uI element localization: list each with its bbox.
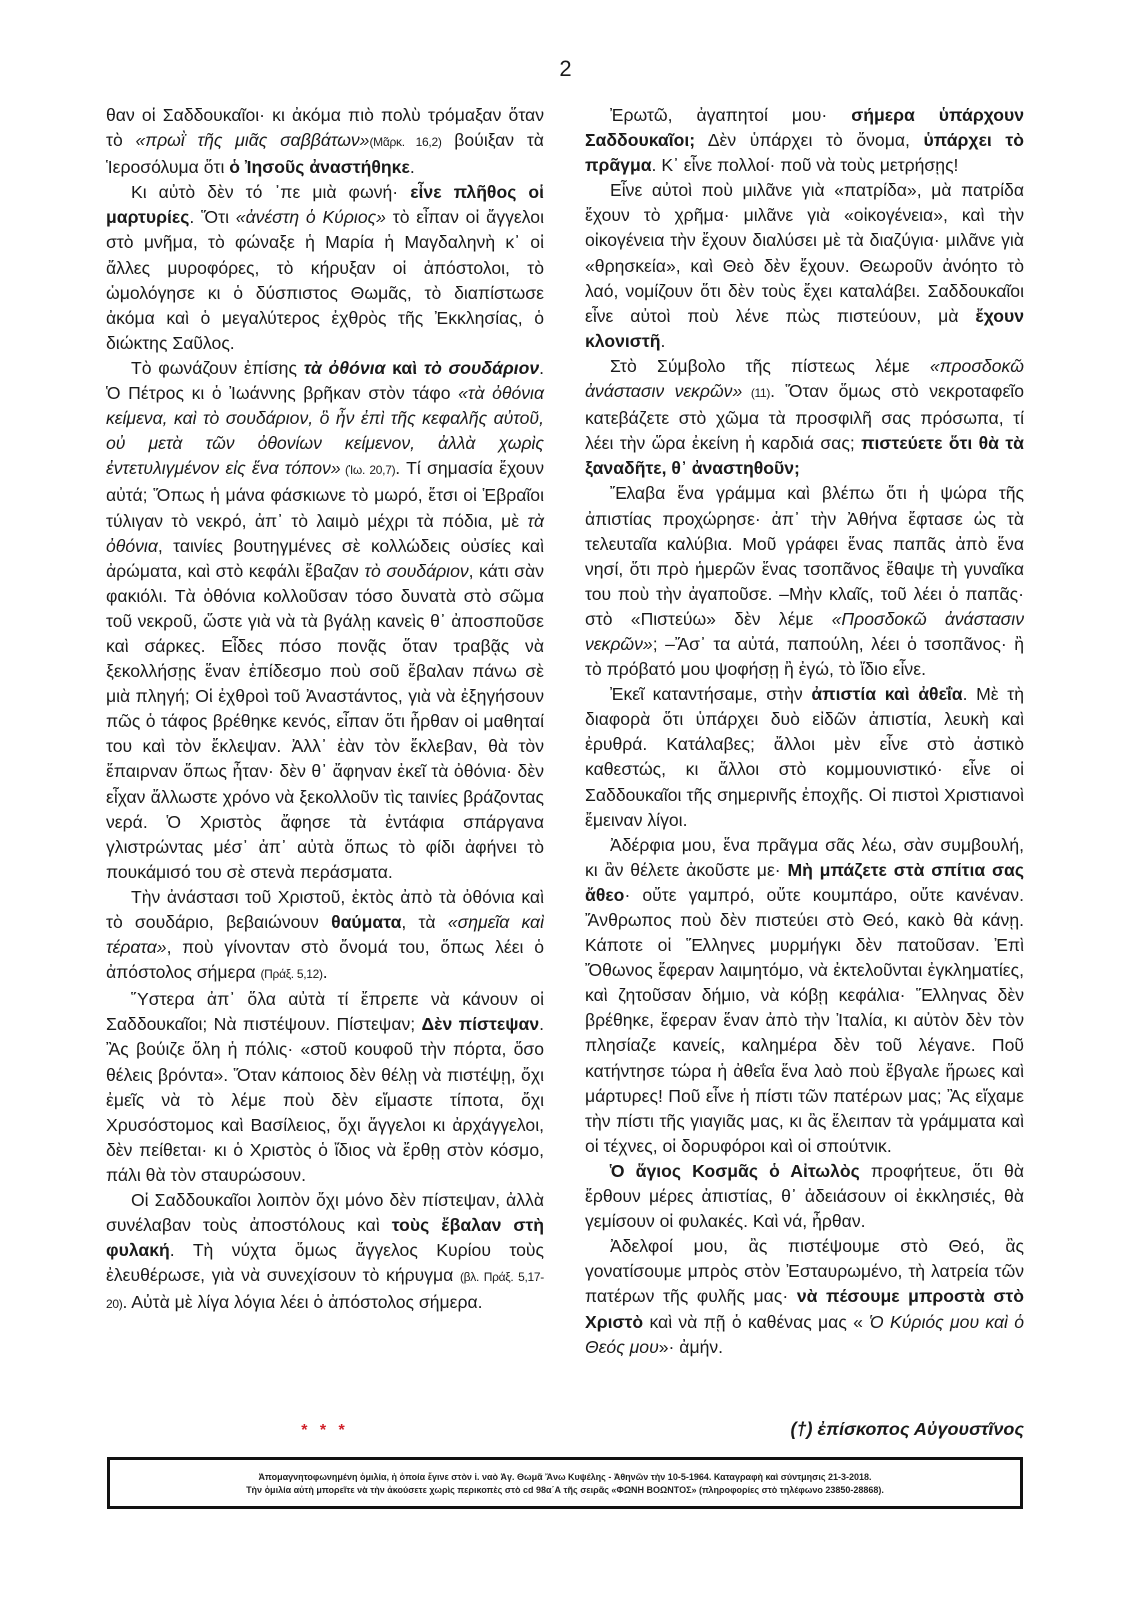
text-run: . Τί σημασία ἔχουν αὐτά; Ὅπως ἡ μάνα φάσκιωνε τὸ μωρό, ἔτσι οἱ Ἑβραῖοι τύλιγαν τὸ νεκρό, ἀπ᾿ τὸ λαιμὸ μέχρι τὰ πόδια, μὲ (106, 458, 544, 531)
text-run: ἔχουν κλονιστῆ (585, 305, 1024, 351)
footer-note-box (107, 1457, 1023, 1509)
text-run: Οἱ Σαδδουκαῖοι λοιπὸν ὄχι μόνο δὲν πίστεψαν, ἀλλὰ συνέλαβαν τοὺς ἀποστόλους καὶ (106, 1190, 544, 1236)
text-run: · οὔτε γαμπρό, οὔτε κουμπάρο, οὔτε κανέναν. Ἄνθρωπος ποὺ δὲν πιστεύει στὸ Θεό, κακὸ θὰ κάνῃ. Κάποτε οἱ Ἕλληνες μυρμήγκι δὲν πατοῦσαν. Ἐπὶ Ὄθωνος ἔφεραν λαιμητόμο, νὰ ἐκτελοῦνται ἐγκληματίες, καὶ ζητοῦσαν δήμιο, νὰ κόβῃ κεφάλια· Ἕλληνας δὲν βρέθηκε, ἔφεραν ἕναν ἀπὸ τὴν Ἰταλία, κι αὐτὸν δὲν τὸν πλησίαζε κανείς, καλημέρα δὲν τοῦ λέγανε. Ποῦ κατήντησε τώρα ἡ ἀθεΐα ἕνα λαὸ ποὺ ἔβγαλε ἥρωες καὶ μάρτυρες! Ποῦ εἶνε ἡ πίστι τῶν πατέρων μας; Ἂς εἴχαμε τὴν πίστι τῆς γιαγιᾶς μας, κι ἂς ἔλειπαν τὰ γράμματα καὶ οἱ τέχνες, οἱ δορυφόροι καὶ οἱ σπούτνικ. (585, 884, 1024, 1156)
text-run: Δὲν πίστεψαν (421, 1014, 540, 1035)
text-run: . (322, 962, 328, 983)
text-run: Ὕστερα ἀπ᾿ ὅλα αὐτὰ τί ἔπρεπε νὰ κάνουν οἱ Σαδδουκαῖοι; Νὰ πιστέψουν. Πίστεψαν; (106, 989, 544, 1035)
text-run: τὰ ὀθόνια (106, 510, 544, 556)
scripture-citation: (Μᾶρκ. 16,2) (369, 135, 442, 150)
text-run: σήμερα ὑπάρχουν Σαδδουκαῖοι; (585, 105, 1024, 151)
footer-line-1: Ἀπομαγνητοφωνημένη ὁμιλία, ἡ ὁποία ἔγινε στὸν ἱ. ναὸ Ἁγ. Θωμᾶ Ἄνω Κυψέλης - Ἀθηνῶν τὴν 10-5-1964. Καταγραφὴ καὶ σύντμησις 21-3-2018. (258, 1472, 872, 1482)
text-run: προφήτευε, ὅτι θὰ ἔρθουν μέρες ἀπιστίας, θ᾿ ἀδειάσουν οἱ ἐκκλησιές, θὰ γεμίσουν οἱ φυλακές. Καὶ νά, ἦρθαν. (585, 1160, 1024, 1232)
paragraph (106, 1188, 544, 1317)
text-run: καὶ νὰ πῇ ὁ καθένας μας « (643, 1311, 870, 1332)
footer-line-2: Τὴν ὁμιλία αὐτὴ μπορεῖτε νὰ τὴν ἀκούσετε χωρὶς περικοπὲς στὸ cd 98α΄Α τῆς σειρᾶς «ΦΩΝΗ ΒΟΩΝΤΟΣ» (πληροφορίες στὸ τηλέφωνο 23850-28868). (246, 1485, 884, 1495)
text-run: Κι αὐτὸ δὲν τό ᾿πε μιὰ φωνή· (131, 182, 411, 203)
text-run: τοὺς ἔβαλαν στὴ φυλακή (106, 1215, 545, 1261)
paragraph (106, 180, 544, 356)
text-run: εἶνε πλῆθος οἱ μαρτυρίες (106, 182, 545, 228)
left-column (106, 103, 544, 1318)
paragraph (585, 103, 1024, 178)
text-run: τὸ εἶπαν οἱ ἄγγελοι στὸ μνῆμα, τὸ φώναξε ἡ Μαρία ἡ Μαγδαληνὴ κ᾿ οἱ ἄλλες μυροφόρες, τὸ κήρυξαν οἱ ἀπόστολοι, τὸ ὡμολόγησε κι ὁ δύσπιστος Θωμᾶς, τὸ διαπίστωσε ἀκόμα καὶ ὁ μεγαλύτερος ἐχθρὸς τῆς Ἐκκλησίας, ὁ διώκτης Σαῦλος. (106, 207, 544, 353)
text-run: καὶ (385, 357, 424, 378)
paragraph (106, 103, 544, 180)
scripture-citation: (βλ. Πράξ. 5,17-20) (106, 1270, 545, 1312)
paragraph (106, 356, 544, 885)
text-run: , ταινίες βουτηγμένες σὲ κολλώδεις οὐσίες καὶ ἀρώματα, καὶ στὸ κεφάλι ἔβαζαν (106, 535, 544, 581)
text-run: «σημεῖα καὶ τέρατα» (106, 912, 544, 958)
text-run: Εἶνε αὐτοὶ ποὺ μιλᾶνε γιὰ «πατρίδα», μὰ πατρίδα ἔχουν τὸ χρῆμα· μιλᾶνε γιὰ «οἰκογένεια», καὶ τὴν οἰκογένεια τὴν ἔχουν διαλύσει μὲ τὰ διαζύγια· μιλᾶνε γιὰ «θρησκεία», καὶ Θεὸ δὲν ἔχουν. Θεωροῦν ἀνόητο τὸ λαό, νομίζουν ὅτι δὲν τοὺς ἔχει καταλάβει. Σαδδουκαῖοι εἶνε αὐτοὶ ποὺ λένε πὼς πιστεύουν, μὰ (585, 180, 1024, 326)
text-run: . Ἂς βούιζε ὅλη ἡ πόλις· «στοῦ κουφοῦ τὴν πόρτα, ὅσο θέλεις βρόντα». Ὅταν κάποιος δὲν θέλῃ νὰ πιστέψῃ, ὄχι ἐμεῖς νὰ τὸ λέμε ποὺ δὲν εἴμαστε τίποτα, ὄχι Χρυσόστομος καὶ Βασίλειος, ὄχι ἄγγελοι κι ἀρχάγγελοι, δὲν πείθεται· κι ὁ Χριστὸς ὁ ἴδιος νὰ ἔρθῃ στὸν κόσμο, πάλι θὰ τὸν σταυρώσουν. (106, 1014, 544, 1185)
text-run: , κάτι σὰν φακιόλι. Τὰ ὀθόνια κολλοῦσαν τόσο δυνατὰ στὸ σῶμα τοῦ νεκροῦ, ὥστε γιὰ νὰ τὰ βγάλῃ κανεὶς θ᾿ ἀποσποῦσε καὶ σάρκες. Εἶδες πόσο πονᾷς ὅταν τραβᾷς νὰ ξεκολλήσῃς ἕναν ἐπίδεσμο ποὺ σοῦ ἔβαλαν πάνω σὲ μιὰ πληγή; Οἱ ἐχθροὶ τοῦ Ἀναστάντος, γιὰ νὰ ἐξηγήσουν πῶς ὁ τάφος βρέθηκε κενός, εἶπαν ὅτι ἦρθαν οἱ μαθηταί του καὶ τὸν ἔκλεψαν. Ἀλλ᾿ ἐὰν τὸν ἔκλεβαν, θὰ τὸν ἔπαιρναν ὅπως ἦταν· δὲν θ᾿ ἄφηναν ἐκεῖ τὰ ὀθόνια· δὲν εἶχαν ἄλλωστε χρόνο νὰ ξεκολλοῦν τὶς ταινίες βράζοντας νερά. Ὁ Χριστὸς ἄφησε τὰ ἐντάφια σπάργανα γλιστρώντας μέσ᾿ ἀπ᾿ αὐτὰ ὅπως τὸ φίδι ἀφήνει τὸ πουκάμισό του σὲ στενὰ περάσματα. (106, 560, 544, 882)
text-run: Ὁ Κύριός μου καὶ ὁ Θεός μου (585, 1311, 1024, 1357)
text-run: «Προσδοκῶ ἀνάστασιν νεκρῶν» (585, 608, 1024, 654)
text-run: Ἐρωτῶ, ἀγαπητοί μου· (610, 105, 852, 125)
text-run: ὑπάρχει τὸ πρᾶγμα (585, 130, 1024, 176)
text-run: . Ὅταν ὅμως στὸ νεκροταφεῖο κατεβάζετε στὸ χῶμα τὰ προσφιλῆ σας πρόσωπα, τί λέει τὴν ὥρα ἐκείνη ἡ καρδιά σας; (585, 381, 1024, 454)
text-run: . Κ᾿ εἶνε πολλοί· ποῦ νὰ τοὺς μετρήσῃς! (651, 155, 959, 176)
scripture-citation: (Ἰω. 20,7) (340, 463, 396, 478)
paragraph (106, 987, 544, 1188)
paragraph (585, 1234, 1024, 1359)
paragraph (585, 481, 1024, 682)
text-run: Μὴ μπάζετε στὰ σπίτια σας ἄθεο (585, 859, 1024, 905)
text-run: Ὁ ἅγιος Κοσμᾶς ὁ Αἰτωλὸς (610, 1160, 860, 1181)
text-run: «πρωῒ τῆς μιᾶς σαββάτων» (135, 130, 370, 151)
page-number: 2 (559, 56, 572, 81)
paragraph (585, 354, 1024, 481)
text-run: ὁ Ἰησοῦς ἀναστήθηκε (229, 157, 410, 178)
text-run: τὸ σουδάριον (423, 357, 540, 378)
paragraph (585, 1159, 1024, 1234)
text-run: τὰ ὀθόνια (303, 357, 386, 378)
section-separator: * * * (301, 1422, 349, 1439)
text-run: »· ἀμήν. (658, 1336, 724, 1357)
text-run: «προσδοκῶ ἀνάστασιν νεκρῶν» (585, 355, 1024, 402)
text-run: Ἐκεῖ καταντήσαμε, στὴν (610, 684, 812, 705)
text-run: θαύματα (331, 912, 402, 932)
paragraph (585, 682, 1024, 833)
text-run: Ἀδέρφια μου, ἕνα πρᾶγμα σᾶς λέω, σὰν συμβουλή, κι ἂν θέλετε ἀκοῦστε με· (585, 834, 1024, 880)
paragraph (106, 885, 544, 987)
text-run: . (409, 157, 415, 178)
text-run: θαν οἱ Σαδδουκαῖοι· κι ἀκόμα πιὸ πολὺ τρόμαξαν ὅταν τὸ (106, 105, 544, 151)
text-run: . Ὅτι (189, 207, 236, 228)
text-run: , ποὺ γίνονταν στὸ ὄνομά του, ὅπως λέει ὁ ἀπόστολος σήμερα (106, 937, 544, 983)
scripture-citation: (Πράξ. 5,12) (260, 967, 323, 982)
paragraph (585, 178, 1024, 354)
text-run: . Μὲ τὴ διαφορὰ ὅτι ὑπάρχει δυὸ εἰδῶν ἀπιστία, λευκὴ καὶ ἐρυθρά. Κατάλαβες; ἄλλοι μὲν εἶνε στὸ ἀστικὸ καθεστώς, κι ἄλλοι στὸ κομμουνιστικό· εἶνε οἱ Σαδδουκαῖοι τῆς σημερινῆς ἐποχῆς. Οἱ πιστοὶ Χριστιανοὶ ἔμειναν λίγοι. (585, 684, 1024, 830)
scripture-citation: (11) (742, 386, 771, 401)
text-run: Δὲν ὑπάρχει τὸ ὄνομα, (695, 130, 924, 151)
text-run: ἀπιστία καὶ ἀθεΐα (811, 684, 963, 705)
text-run: . Τὴ νύχτα ὅμως ἄγγελος Κυρίου τοὺς ἐλευθέρωσε, γιὰ νὰ συνεχίσουν τὸ κήρυγμα (106, 1240, 544, 1286)
text-run: . Αὐτὰ μὲ λίγα λόγια λέει ὁ ἀπόστολος σήμερα. (122, 1292, 483, 1313)
text-run: Τὸ φωνάζουν ἐπίσης (131, 357, 304, 378)
signature: (†) ἐπίσκοπος Αὐγουστῖνος (790, 1419, 1024, 1439)
text-run: βούιξαν τὰ Ἱεροσόλυμα ὅτι (106, 130, 544, 178)
text-run: Ἔλαβα ἕνα γράμμα καὶ βλέπω ὅτι ἡ ψώρα τῆς ἀπιστίας προχώρησε· ἀπ᾿ τὴν Ἀθήνα ἔφτασε ὡς τὰ τελευταῖα καλύβια. Μοῦ γράφει ἕνας παπᾶς ἀπὸ ἕνα νησί, ὅτι πρὸ ἡμερῶν ἕνας τσοπᾶνος ἔθαψε τὴ γυναῖκα του ποὺ τὴν ἀγαποῦσε. –Μὴν κλαῖς, τοῦ λέει ὁ παπᾶς· στὸ «Πιστεύω» δὲν λέμε (585, 483, 1024, 629)
text-run: τὸ σουδάριον (364, 560, 469, 581)
text-run: πιστεύετε ὅτι θὰ τὰ ξαναδῆτε, θ᾿ ἀναστηθοῦν; (585, 433, 1024, 479)
text-run: νὰ πέσουμε μπροστὰ στὸ Χριστὸ (585, 1286, 1025, 1332)
text-run: Ἀδελφοί μου, ἂς πιστέψουμε στὸ Θεό, ἂς γονατίσουμε μπρὸς στὸν Ἐσταυρωμένο, τὴ λατρεία τῶν πατέρων τῆς φυλῆς μας· (585, 1236, 1024, 1307)
text-run: , τὰ (401, 912, 448, 932)
text-run: «τὰ ὀθόνια κείμενα, καὶ τὸ σουδάριον, ὃ ἦν ἐπὶ τῆς κεφαλῆς αὐτοῦ, οὐ μετὰ τῶν ὀθονίων κείμενον, ἀλλὰ χωρὶς ἐντετυλιγμένον εἰς ἕνα τόπον» (106, 383, 544, 479)
text-run: Τὴν ἀνάστασι τοῦ Χριστοῦ, ἐκτὸς ἀπὸ τὰ ὀθόνια καὶ τὸ σουδάριο, βεβαιώνουν (106, 886, 544, 932)
paragraph (585, 833, 1024, 1159)
text-run: . (660, 330, 666, 351)
right-column (585, 103, 1024, 1360)
text-run: ; –Ἄσ᾿ τα αὐτά, παπούλη, λέει ὁ τσοπᾶνος· ἢ τὸ πρόβατό μου ψοφήσῃ ἢ ἐγώ, τὸ ἴδιο εἶνε. (585, 633, 1024, 680)
text-run: . Ὁ Πέτρος κι ὁ Ἰωάννης βρῆκαν στὸν τάφο (106, 357, 544, 404)
text-run: «ἀνέστη ὁ Κύριος» (235, 207, 386, 228)
text-run: Στὸ Σύμβολο τῆς πίστεως λέμε (610, 355, 930, 376)
